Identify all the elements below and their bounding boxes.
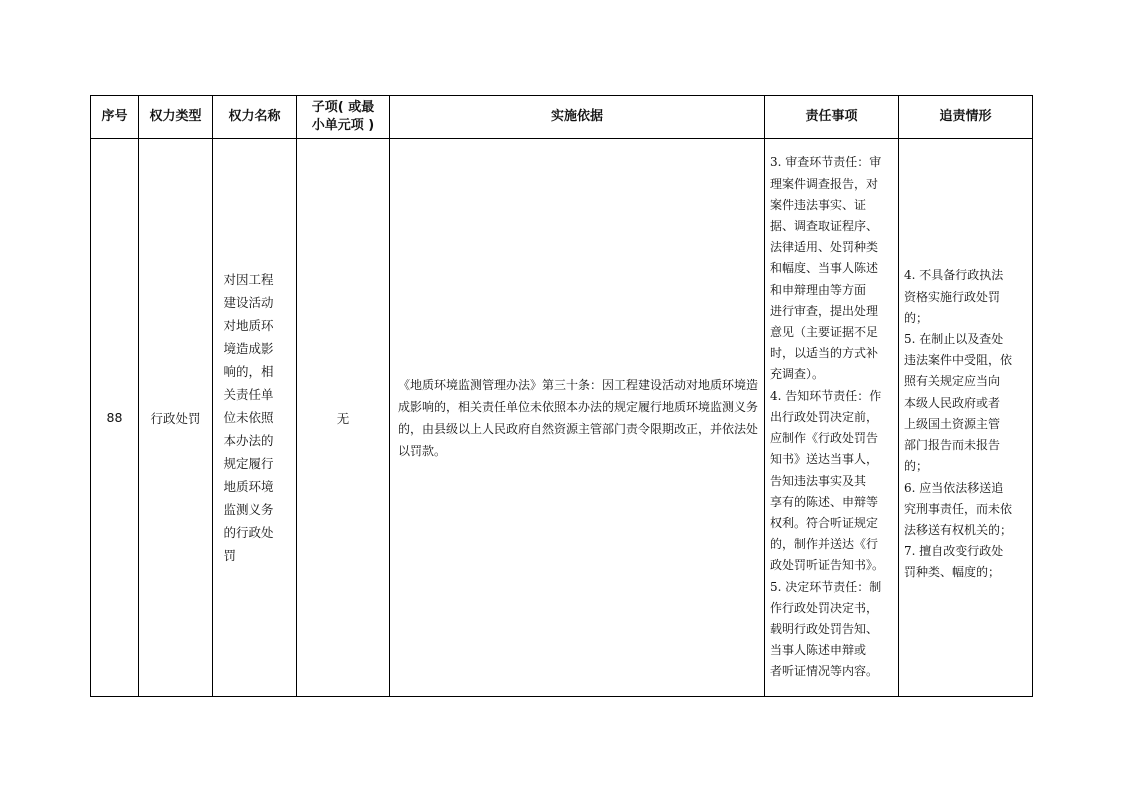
header-sub-item xyxy=(297,96,390,139)
header-sub-item-label: 子项( 或最小单元项 ) xyxy=(311,100,375,133)
table-header-row xyxy=(91,96,1033,139)
header-accountability: 追责情形 xyxy=(899,96,1033,139)
header-number: 序号 xyxy=(91,96,139,139)
cell-number: 88 xyxy=(91,139,139,697)
basis-text: 《地质环境监测管理办法》第三十条：因工程建设活动对地质环境造成影响的，相关责任单位未依照本办法的规定履行地质环境监测义务的，由县级以上人民政府自然资源主管部门责令限期改正，并依法处以罚款。 xyxy=(398,377,759,458)
header-responsibility: 责任事项 xyxy=(765,96,899,139)
cell-power-type: 行政处罚 xyxy=(139,139,213,697)
header-power-type: 权力类型 xyxy=(139,96,213,139)
cell-responsibility xyxy=(765,139,899,697)
accountability-text: 4. 不具备行政执法 资格实施行政处罚 的； 5. 在制止以及查处 违法案件中受阻，依 照有关规定应当向 本级人民政府或者 上级国土资源主管 部门报告而未报告 的； 6. 应当依法移送追 究刑事责任，而未依 法移送有权机关的； 7. 擅自改变行政处 罚种类、幅度的； xyxy=(904,268,1013,580)
header-power-name: 权力名称 xyxy=(213,96,297,139)
cell-sub-item: 无 xyxy=(297,139,390,697)
cell-power-name xyxy=(213,139,297,697)
header-basis: 实施依据 xyxy=(390,96,765,139)
table-row xyxy=(91,139,1033,697)
responsibility-text: 3. 审查环节责任：审 理案件调查报告，对 案件违法事实、证 据、调查取证程序、 法律适用、处罚种类 和幅度、当事人陈述 和申辩理由等方面 进行审查，提出处理 意见（主要证据不足 时，以适当的方式补 充调查）。 4. 告知环节责任：作 出行政处罚决定前， 应制作《行政处罚告 知书》送达当事人， 告知违法事实及其 享有的陈述、申辩等 权利。符合听证规定 的，制作并送达《行 政处罚听证告知书》。 5. 决定环节责任：制 作行政处罚决定书， 载明行政处罚告知、 当事人陈述申辩或 者听证情况等内容。 xyxy=(770,155,885,679)
power-name-text: 对因工程建设活动对地质环境造成影响的，相关责任单位未依照本办法的规定履行地质环境监测义务的行政处罚 xyxy=(223,272,274,563)
cell-accountability xyxy=(899,139,1033,697)
cell-basis xyxy=(390,139,765,697)
power-list-table xyxy=(90,95,1033,697)
